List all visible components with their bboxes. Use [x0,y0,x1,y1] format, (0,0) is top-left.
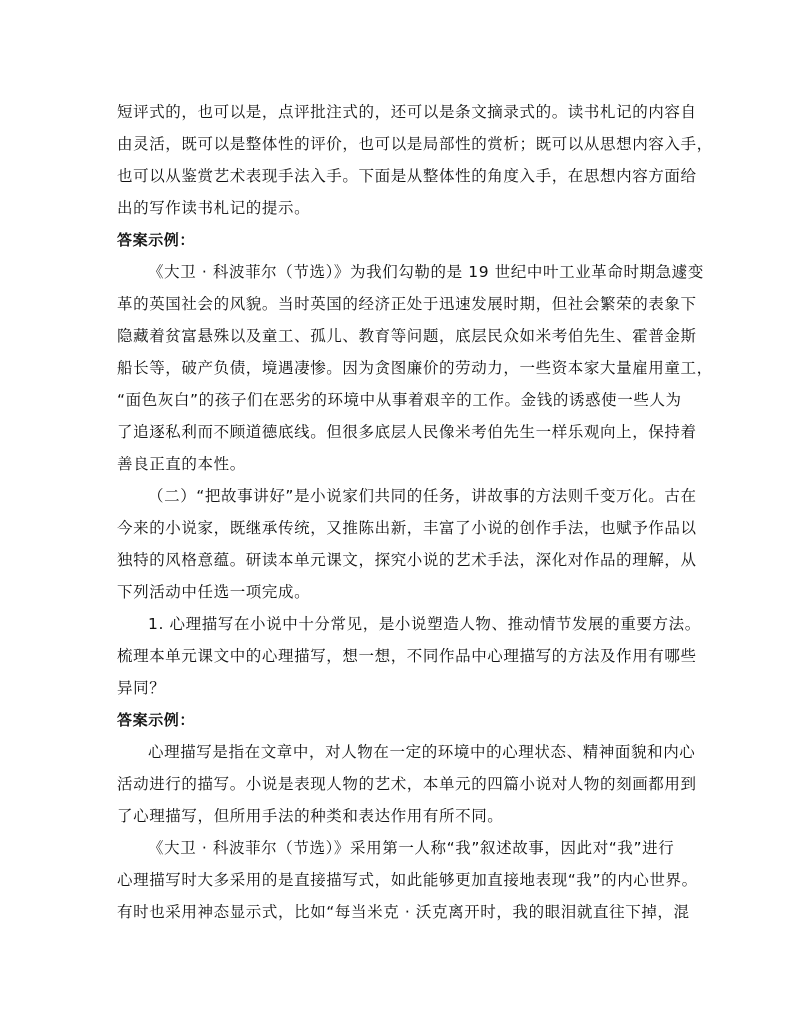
text-line: 下列活动中任选一项完成。 [117,583,311,601]
text-line: 1. 心理描写在小说中十分常见，是小说塑造人物、推动情节发展的重要方法。 [148,615,701,633]
question-psychological-description [117,608,701,704]
text-line: 独特的风格意蕴。研读本单元课文，探究小说的艺术手法，深化对作品的理解，从 [117,551,697,569]
answer-example-heading: 答案示例： [117,231,196,249]
document-body [117,96,713,928]
text-line: 异同？ [117,679,166,697]
text-line: “面色灰白”的孩子们在恶劣的环境中从事着艰辛的工作。金钱的诱惑使一些人为 [117,391,682,409]
text-line: 由灵活，既可以是整体性的评价，也可以是局部性的赏析；既可以从思想内容入手， [117,135,713,153]
paragraph-storytelling-task [117,480,697,608]
text-line: 梳理本单元课文中的心理描写，想一想，不同作品中心理描写的方法及作用有哪些 [117,647,697,665]
text-line: 活动进行的描写。小说是表现人物的艺术，本单元的四篇小说对人物的刻画都用到 [117,775,697,793]
paragraph-david-copperfield-society [117,256,713,480]
text-line: 了追逐私利而不顾道德底线。但很多底层人民像米考伯先生一样乐观向上，保持着 [117,423,697,441]
text-line: 革的英国社会的风貌。当时英国的经济正处于迅速发展时期，但社会繁荣的表象下 [117,295,697,313]
text-line: 《大卫 · 科波菲尔（节选）》为我们勾勒的是 19 世纪中叶工业革命时期急遽变 [148,263,705,281]
answer-example-heading: 答案示例： [117,711,196,729]
text-line: 船长等，破产负债，境遇凄惨。因为贪图廉价的劳动力，一些资本家大量雇用童工， [117,359,713,377]
text-line: 隐藏着贫富悬殊以及童工、孤儿、教育等问题，底层民众如米考伯先生、霍普金斯 [117,327,697,345]
text-line: 善良正直的本性。 [117,455,246,473]
text-line: 出的写作读书札记的提示。 [117,199,311,217]
text-line: 短评式的，也可以是，点评批注式的，还可以是条文摘录式的。读书札记的内容自 [117,103,697,121]
text-line: 《大卫 · 科波菲尔（节选）》采用第一人称“我”叙述故事，因此对“我”进行 [148,839,675,857]
text-line: 心理描写时大多采用的是直接描写式，如此能够更加直接地表现“我”的内心世界。 [117,871,698,889]
text-line: 有时也采用神态显示式，比如“每当米克 · 沃克离开时，我的眼泪就直往下掉，混 [117,903,690,921]
paragraph-first-person-narration [117,832,698,928]
text-line: 心理描写是指在文章中，对人物在一定的环境中的心理状态、精神面貌和内心 [148,743,696,761]
paragraph-psychological-definition [117,736,697,832]
paragraph-reading-notes-forms [117,96,713,224]
text-line: 今来的小说家，既继承传统，又推陈出新，丰富了小说的创作手法，也赋予作品以 [117,519,697,537]
text-line: （二）“把故事讲好”是小说家们共同的任务，讲故事的方法则千变万化。古在 [148,487,697,505]
text-line: 也可以从鉴赏艺术表现手法入手。下面是从整体性的角度入手，在思想内容方面给 [117,167,697,185]
text-line: 了心理描写，但所用手法的种类和表达作用有所不同。 [117,807,504,825]
